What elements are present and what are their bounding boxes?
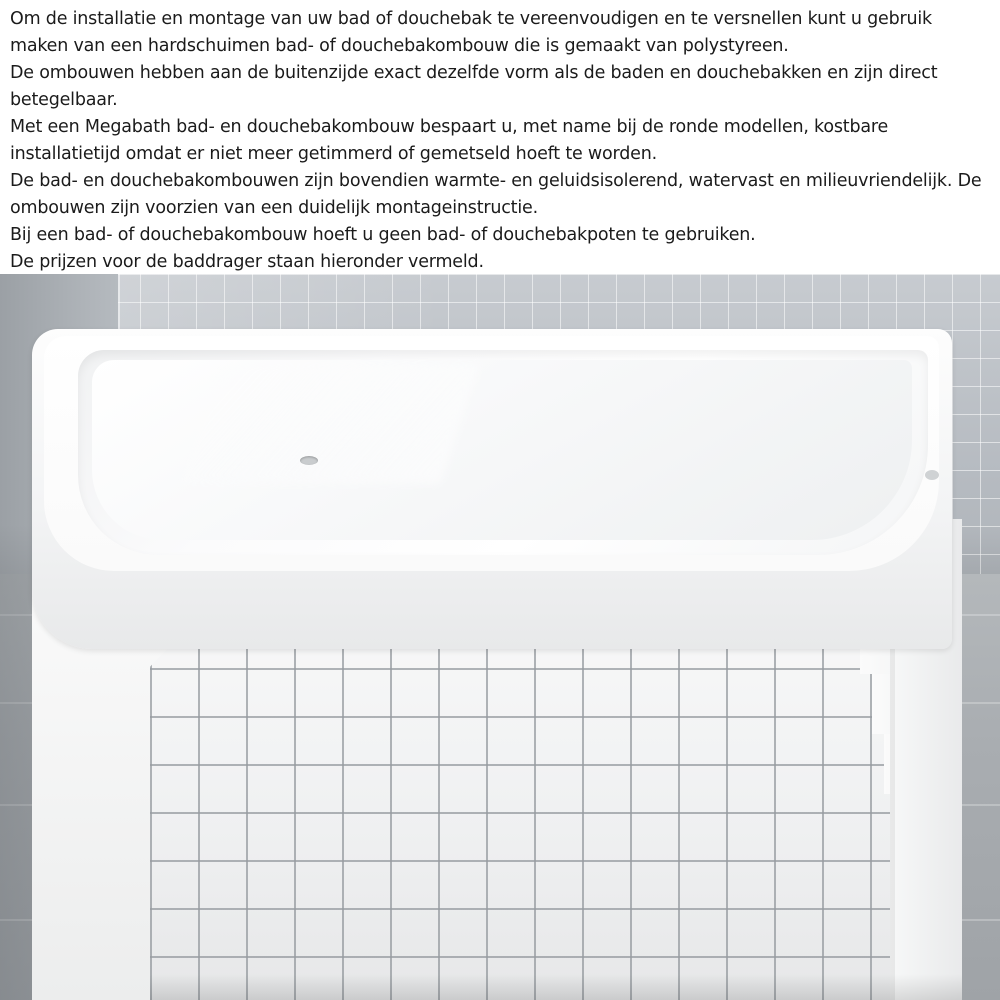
paragraph-3: Met een Megabath bad- en douchebakombouw bespaart u, met name bij de ronde modellen, kostbare installatietijd omdat er niet meer getimmerd of gemetseld hoeft te worden. — [10, 117, 889, 164]
paragraph-1: Om de installatie en montage van uw bad of douchebak te vereenvoudigen en te versnellen kunt u gebruik maken van een hardschuimen bad- of douchebakombouw die is gemaakt van polystyreen. — [10, 9, 932, 56]
tap-hole-icon — [925, 470, 939, 480]
paragraph-5: Bij een bad- of douchebakombouw hoeft u geen bad- of douchebakpoten te gebruiken. — [10, 225, 756, 245]
paragraph-6: De prijzen voor de baddrager staan hieronder vermeld. — [10, 252, 484, 272]
bath-surround-floor-shadow — [150, 974, 962, 1000]
paragraph-2: De ombouwen hebben aan de buitenzijde exact dezelfde vorm als de baden en douchebakken en zijn direct betegelbaar. — [10, 63, 938, 110]
overflow-hole-icon — [300, 456, 318, 465]
bathtub-highlight — [181, 364, 480, 484]
description-text-block — [0, 0, 1000, 274]
product-photo — [0, 274, 1000, 1000]
paragraph-4: De bad- en douchebakombouwen zijn bovendien warmte- en geluidsisolerend, watervast en milieuvriendelijk. De ombouwen zijn voorzien van een duidelijk montageinstructie. — [10, 171, 982, 218]
